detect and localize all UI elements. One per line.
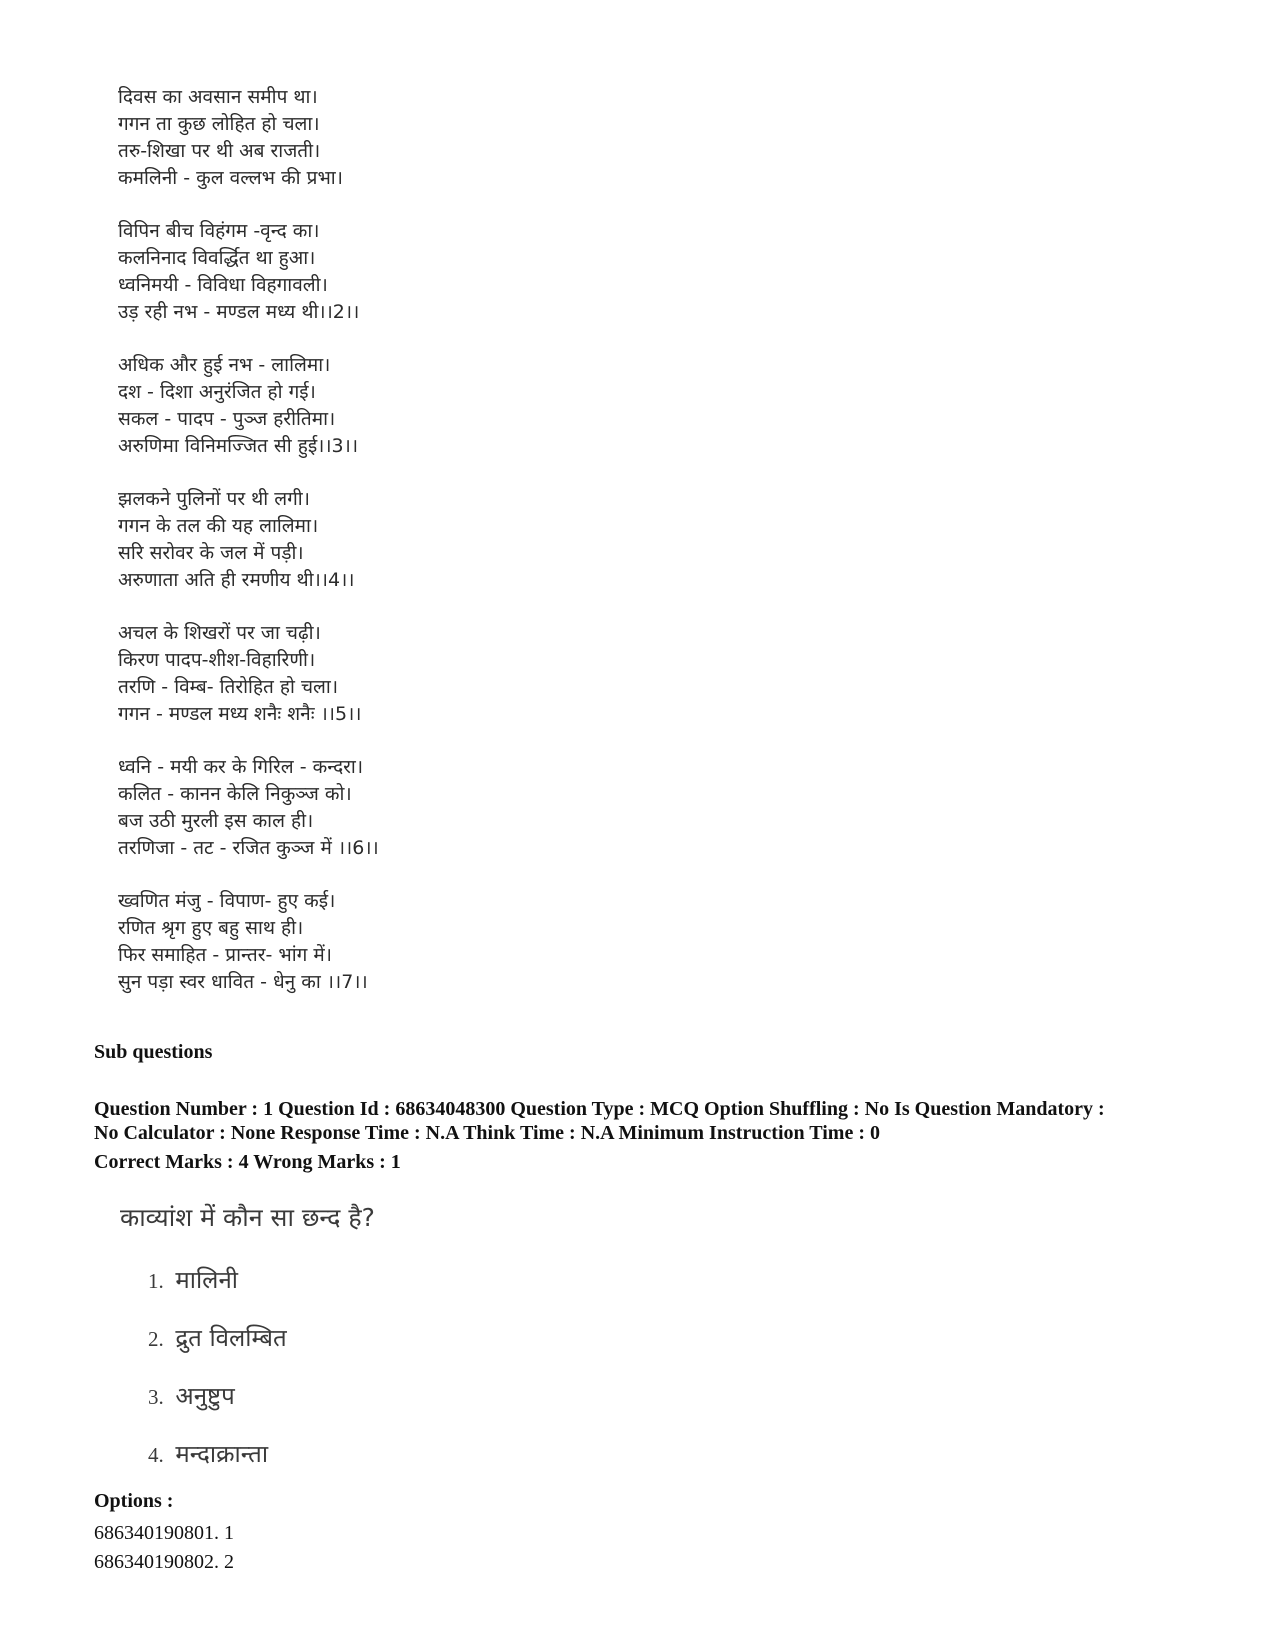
poem-line: कमलिनी - कुल वल्लभ की प्रभा।: [118, 167, 343, 189]
poem-stanza-4: [118, 486, 638, 594]
choice-number: 2.: [148, 1327, 164, 1351]
choice-label: मालिनी: [175, 1266, 238, 1294]
poem-line: झलकने पुलिनों पर थी लगी।: [118, 488, 310, 510]
choice-label: मन्दाक्रान्ता: [175, 1440, 269, 1468]
question-meta: [94, 1097, 1214, 1145]
poem-line: किरण पादप-शीश-विहारिणी।: [118, 649, 316, 671]
choice-item: [148, 1320, 287, 1378]
poem-line: उड़ रही नभ - मण्डल मध्य थी।।2।।: [118, 301, 360, 323]
poem-line: तरु-शिखा पर थी अब राजती।: [118, 140, 321, 162]
poem-line: गगन - मण्डल मध्य शनैः शनैः ।।5।।: [118, 703, 362, 725]
choice-number: 1.: [148, 1269, 164, 1293]
options-heading: Options :: [94, 1490, 174, 1512]
poem-block: [118, 84, 638, 1022]
poem-line: सकल - पादप - पुञ्ज हरीतिमा।: [118, 408, 336, 430]
poem-line: ध्वनिमयी - विविधा विहगावली।: [118, 274, 328, 296]
options-list: [94, 1519, 234, 1577]
poem-line: तरणिजा - तट - रजित कुञ्ज में ।।6।।: [118, 837, 379, 859]
question-meta-line-2: No Calculator : None Response Time : N.A Think Time : N.A Minimum Instruction Time : 0: [94, 1122, 880, 1144]
question-meta-line-1: Question Number : 1 Question Id : 68634048300 Question Type : MCQ Option Shuffling : No Is Question Mandatory :: [94, 1098, 1105, 1120]
poem-line: सुन पड़ा स्वर धावित - धेनु का ।।7।।: [118, 971, 368, 993]
poem-line: दश - दिशा अनुरंजित हो गई।: [118, 381, 316, 403]
poem-stanza-1: [118, 84, 638, 192]
choice-number: 3.: [148, 1385, 164, 1409]
poem-line: गगन ता कुछ लोहित हो चला।: [118, 113, 320, 135]
poem-line: फिर समाहित - प्रान्तर- भांग में।: [118, 944, 332, 966]
poem-line: अचल के शिखरों पर जा चढ़ी।: [118, 622, 321, 644]
choice-item: [148, 1436, 287, 1494]
poem-line: कलित - कानन केलि निकुञ्ज को।: [118, 783, 352, 805]
poem-stanza-5: [118, 620, 638, 728]
poem-stanza-6: [118, 754, 638, 862]
poem-line: विपिन बीच विहंगम -वृन्द का।: [118, 220, 320, 242]
poem-line: ध्वनि - मयी कर के गिरिल - कन्दरा।: [118, 756, 364, 778]
poem-line: तरणि - विम्ब- तिरोहित हो चला।: [118, 676, 339, 698]
marks-info: Correct Marks : 4 Wrong Marks : 1: [94, 1151, 401, 1173]
poem-line: दिवस का अवसान समीप था।: [118, 86, 318, 108]
choice-label: अनुष्टुप: [175, 1382, 235, 1410]
poem-line: सरि सरोवर के जल में पड़ी।: [118, 542, 304, 564]
choice-item: [148, 1262, 287, 1320]
poem-line: अधिक और हुई नभ - लालिमा।: [118, 354, 331, 376]
poem-line: कलनिनाद विवर्द्धित था हुआ।: [118, 247, 316, 269]
poem-stanza-3: [118, 352, 638, 460]
poem-stanza-7: [118, 888, 638, 996]
question-text: काव्यांश में कौन सा छन्द है?: [120, 1203, 375, 1232]
choice-list: [148, 1262, 287, 1494]
option-row: 686340190802. 2: [94, 1551, 234, 1573]
poem-line: अरुणिमा विनिमज्जित सी हुई।।3।।: [118, 435, 359, 457]
poem-line: अरुणाता अति ही रमणीय थी।।4।।: [118, 569, 355, 591]
poem-line: बज उठी मुरली इस काल ही।: [118, 810, 314, 832]
choice-item: [148, 1378, 287, 1436]
option-row: 686340190801. 1: [94, 1522, 234, 1544]
sub-questions-heading: Sub questions: [94, 1041, 213, 1063]
choice-number: 4.: [148, 1443, 164, 1467]
poem-line: ख्वणित मंजु - विपाण- हुए कई।: [118, 890, 336, 912]
poem-stanza-2: [118, 218, 638, 326]
poem-line: गगन के तल की यह लालिमा।: [118, 515, 319, 537]
poem-line: रणित श्रृग हुए बहु साथ ही।: [118, 917, 304, 939]
choice-label: द्रुत विलम्बित: [175, 1324, 287, 1352]
